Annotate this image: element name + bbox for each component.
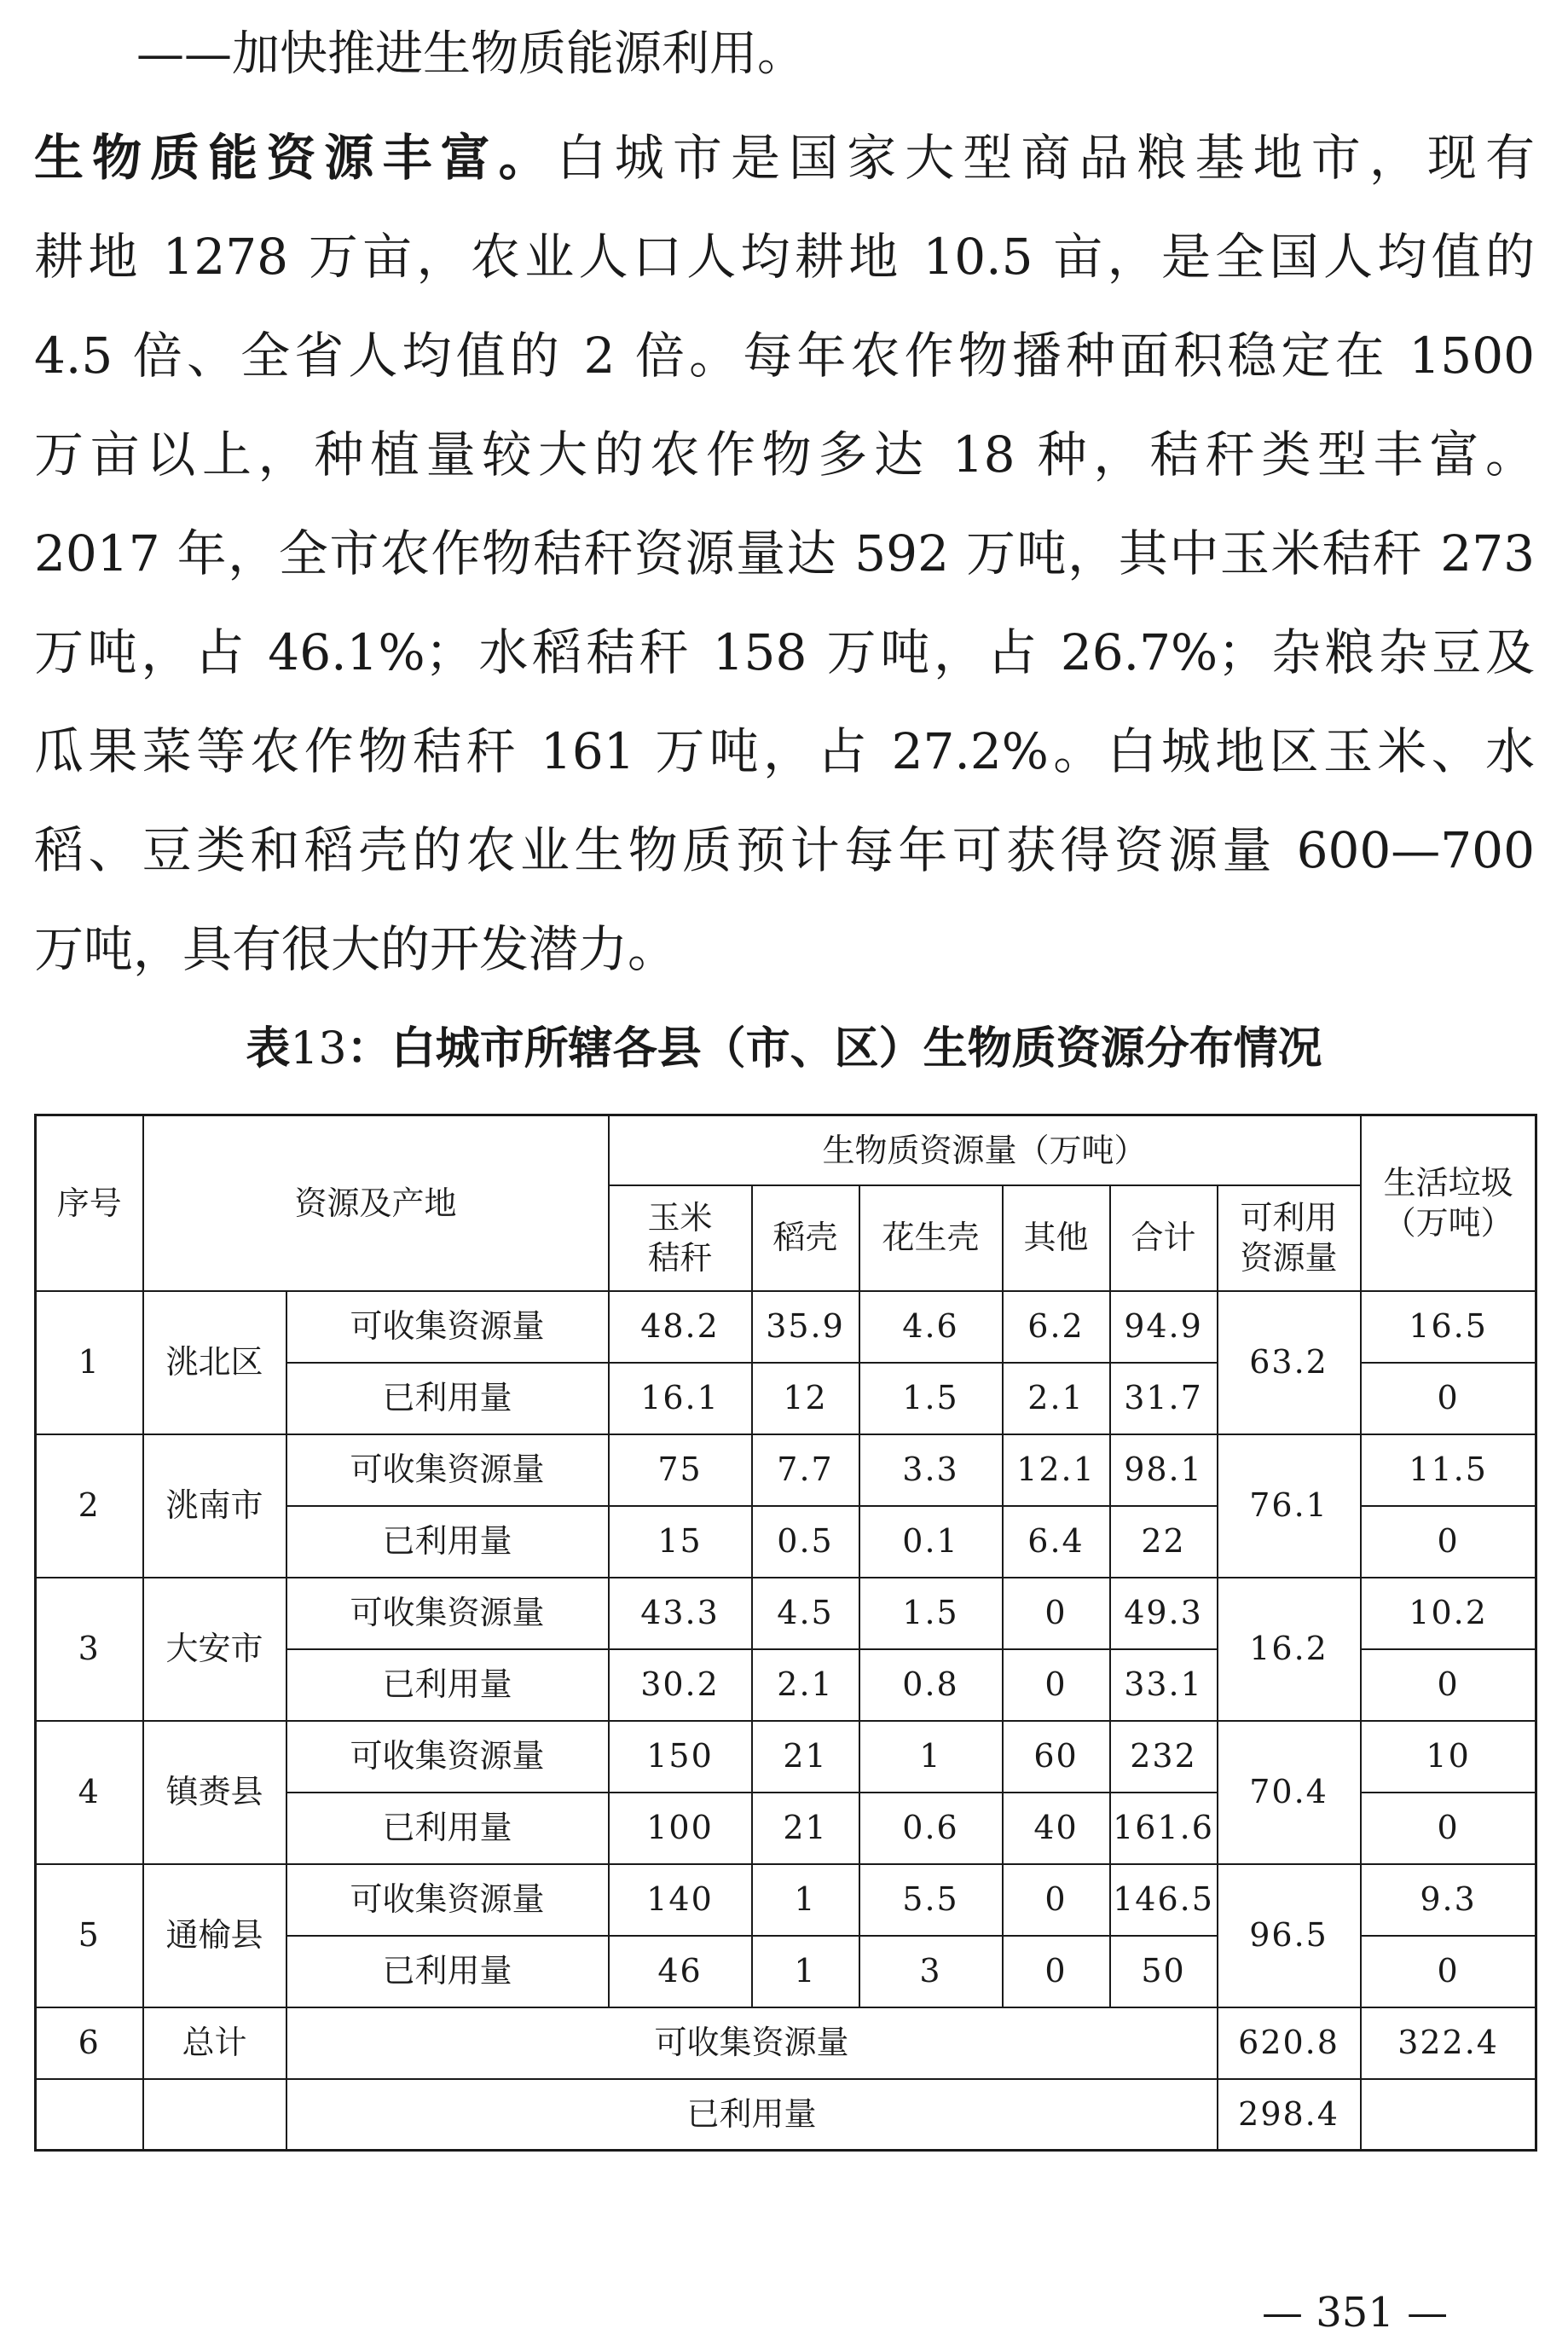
row-index: 4: [36, 1721, 143, 1864]
total-row: [36, 2007, 1536, 2079]
usable-value: 63.2: [1218, 1291, 1361, 1434]
other-value: 40: [1003, 1793, 1110, 1864]
corn-value: 30.2: [609, 1649, 752, 1721]
garbage-value: 9.3: [1361, 1864, 1536, 1936]
biomass-table: [34, 1114, 1537, 2152]
header-index: 序号: [36, 1115, 143, 1291]
row-label: 可收集资源量: [286, 1434, 609, 1506]
usable-value: 96.5: [1218, 1864, 1361, 2007]
table-caption-title: 白城市所辖各县（市、区）生物质资源分布情况: [391, 1023, 1322, 1074]
paragraph-line-8: 稻、豆类和稻壳的农业生物质预计每年可获得资源量 600—700: [34, 821, 1535, 879]
total-value: 232: [1110, 1721, 1218, 1793]
region-name: 通榆县: [143, 1864, 286, 2007]
total-value: 94.9: [1110, 1291, 1218, 1363]
peanut-value: 1.5: [859, 1363, 1003, 1434]
peanut-value: 4.6: [859, 1291, 1003, 1363]
garbage-value: 0: [1361, 1649, 1536, 1721]
paragraph-line-7: 瓜果菜等农作物秸秆 161 万吨，占 27.2%。白城地区玉米、水: [34, 722, 1535, 780]
other-value: 6.2: [1003, 1291, 1110, 1363]
header-garbage-line-2: （万吨）: [1383, 1203, 1513, 1242]
usable-value: 76.1: [1218, 1434, 1361, 1578]
table-row: [36, 1578, 1536, 1649]
empty-cell: [36, 2079, 143, 2151]
region-name: 镇赉县: [143, 1721, 286, 1864]
row-label: 可收集资源量: [286, 1721, 609, 1793]
garbage-value: 0: [1361, 1363, 1536, 1434]
header-usable-line-1: 可利用: [1240, 1199, 1338, 1237]
region-name: 洮南市: [143, 1434, 286, 1578]
other-value: 60: [1003, 1721, 1110, 1793]
other-value: 0: [1003, 1864, 1110, 1936]
usable-value: 16.2: [1218, 1578, 1361, 1721]
garbage-value: 16.5: [1361, 1291, 1536, 1363]
header-garbage-line-1: 生活垃圾: [1383, 1164, 1513, 1202]
table-row: [36, 1291, 1536, 1363]
row-index: 6: [36, 2007, 143, 2079]
peanut-value: 5.5: [859, 1864, 1003, 1936]
total-label: 总计: [143, 2007, 286, 2079]
row-label: 可收集资源量: [286, 1578, 609, 1649]
header-rice-husk: 稻壳: [752, 1185, 859, 1291]
table-caption-prefix: 表: [246, 1023, 291, 1074]
rice-value: 7.7: [752, 1434, 859, 1506]
rice-value: 1: [752, 1864, 859, 1936]
header-other: 其他: [1003, 1185, 1110, 1291]
empty-cell: [1361, 2079, 1536, 2151]
rice-value: 1: [752, 1936, 859, 2007]
corn-value: 48.2: [609, 1291, 752, 1363]
row-label: 已利用量: [286, 1936, 609, 2007]
row-label: 可收集资源量: [286, 1291, 609, 1363]
other-value: 0: [1003, 1936, 1110, 2007]
peanut-value: 3: [859, 1936, 1003, 2007]
region-name: 洮北区: [143, 1291, 286, 1434]
row-label: 可收集资源量: [286, 1864, 609, 1936]
total-used-label: 已利用量: [286, 2079, 1218, 2151]
row-label: 已利用量: [286, 1793, 609, 1864]
table-row: [36, 1721, 1536, 1793]
peanut-value: 0.1: [859, 1506, 1003, 1578]
paragraph-line-9: 万吨，具有很大的开发潜力。: [34, 920, 678, 978]
rice-value: 12: [752, 1363, 859, 1434]
page-number: — 351 —: [1262, 2289, 1449, 2337]
row-index: 2: [36, 1434, 143, 1578]
garbage-value: 0: [1361, 1936, 1536, 2007]
garbage-value: 0: [1361, 1506, 1536, 1578]
usable-value: 70.4: [1218, 1721, 1361, 1864]
total-value: 31.7: [1110, 1363, 1218, 1434]
garbage-value: 11.5: [1361, 1434, 1536, 1506]
paragraph-line-2: 耕地 1278 万亩，农业人口人均耕地 10.5 亩，是全国人均值的: [34, 228, 1535, 286]
total-collectable-label: 可收集资源量: [286, 2007, 1218, 2079]
rice-value: 35.9: [752, 1291, 859, 1363]
garbage-value: 10.2: [1361, 1578, 1536, 1649]
region-name: 大安市: [143, 1578, 286, 1721]
total-value: 50: [1110, 1936, 1218, 2007]
header-garbage: [1361, 1115, 1536, 1291]
corn-value: 43.3: [609, 1578, 752, 1649]
table-caption-colon: ：: [346, 1023, 391, 1074]
total-value: 98.1: [1110, 1434, 1218, 1506]
paragraph-line-4: 万亩以上，种植量较大的农作物多达 18 种，秸秆类型丰富。: [34, 426, 1535, 484]
other-value: 0: [1003, 1578, 1110, 1649]
rice-value: 21: [752, 1793, 859, 1864]
peanut-value: 3.3: [859, 1434, 1003, 1506]
section-subtitle: ——加快推进生物质能源利用。: [136, 26, 805, 82]
total-collectable-value: 620.8: [1218, 2007, 1361, 2079]
total-value: 22: [1110, 1506, 1218, 1578]
row-index: 1: [36, 1291, 143, 1434]
other-value: 2.1: [1003, 1363, 1110, 1434]
corn-value: 140: [609, 1864, 752, 1936]
paragraph-line-1: [34, 129, 1535, 187]
corn-value: 150: [609, 1721, 752, 1793]
header-corn-line-2: 秸秆: [647, 1238, 713, 1277]
table-caption: [0, 1023, 1568, 1074]
paragraph-lead: 生物质能资源丰富。: [34, 129, 557, 187]
total-used-row: [36, 2079, 1536, 2151]
row-index: 3: [36, 1578, 143, 1721]
garbage-value: 10: [1361, 1721, 1536, 1793]
total-usable-value: 322.4: [1361, 2007, 1536, 2079]
row-label: 已利用量: [286, 1649, 609, 1721]
header-biomass-group: 生物质资源量（万吨）: [609, 1115, 1361, 1185]
peanut-value: 1.5: [859, 1578, 1003, 1649]
other-value: 0: [1003, 1649, 1110, 1721]
corn-value: 46: [609, 1936, 752, 2007]
header-usable-line-2: 资源量: [1240, 1238, 1338, 1277]
paragraph-line-6: 万吨，占 46.1%；水稻秸秆 158 万吨，占 26.7%；杂粮杂豆及: [34, 623, 1535, 681]
garbage-value: 0: [1361, 1793, 1536, 1864]
rice-value: 21: [752, 1721, 859, 1793]
other-value: 6.4: [1003, 1506, 1110, 1578]
corn-value: 16.1: [609, 1363, 752, 1434]
header-row-1: [36, 1115, 1536, 1185]
paragraph-line-3: 4.5 倍、全省人均值的 2 倍。每年农作物播种面积稳定在 1500: [34, 327, 1535, 385]
table-caption-number: 13: [290, 1023, 347, 1074]
header-usable: [1218, 1185, 1361, 1291]
header-subtotal: 合计: [1110, 1185, 1218, 1291]
header-source: 资源及产地: [143, 1115, 609, 1291]
peanut-value: 0.6: [859, 1793, 1003, 1864]
empty-cell: [143, 2079, 286, 2151]
row-label: 已利用量: [286, 1506, 609, 1578]
total-used-value: 298.4: [1218, 2079, 1361, 2151]
paragraph-line-5: 2017 年，全市农作物秸秆资源量达 592 万吨，其中玉米秸秆 273: [34, 524, 1535, 582]
total-value: 146.5: [1110, 1864, 1218, 1936]
header-peanut-shell: 花生壳: [859, 1185, 1003, 1291]
table-row: [36, 1434, 1536, 1506]
header-corn-line-1: 玉米: [647, 1199, 713, 1237]
total-value: 33.1: [1110, 1649, 1218, 1721]
table-row: [36, 1864, 1536, 1936]
rice-value: 4.5: [752, 1578, 859, 1649]
rice-value: 0.5: [752, 1506, 859, 1578]
row-index: 5: [36, 1864, 143, 2007]
peanut-value: 1: [859, 1721, 1003, 1793]
total-value: 161.6: [1110, 1793, 1218, 1864]
corn-value: 15: [609, 1506, 752, 1578]
corn-value: 100: [609, 1793, 752, 1864]
peanut-value: 0.8: [859, 1649, 1003, 1721]
header-corn-straw: [609, 1185, 752, 1291]
rice-value: 2.1: [752, 1649, 859, 1721]
row-label: 已利用量: [286, 1363, 609, 1434]
corn-value: 75: [609, 1434, 752, 1506]
paragraph-line-1-text: 白城市是国家大型商品粮基地市，现有: [556, 129, 1535, 187]
other-value: 12.1: [1003, 1434, 1110, 1506]
total-value: 49.3: [1110, 1578, 1218, 1649]
